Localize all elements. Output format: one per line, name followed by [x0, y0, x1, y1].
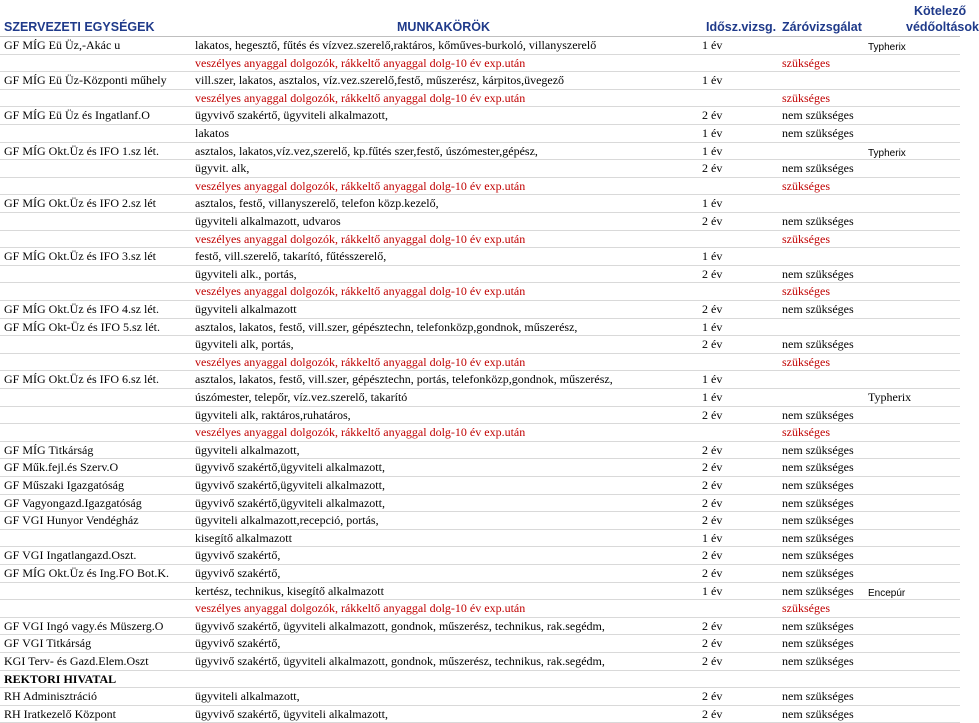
cell-period: 1 év [702, 196, 723, 211]
table-row [0, 688, 960, 706]
cell-job: asztalos, lakatos,víz.vez,szerelő, kp.fűtés szer,festő, úszómester,gépész, [195, 143, 538, 158]
table-body [0, 36, 960, 721]
cell-period: 2 év [702, 618, 723, 633]
table-row [0, 530, 960, 548]
cell-exam: nem szükséges [782, 495, 854, 510]
cell-period: 2 év [702, 442, 723, 457]
table-row [0, 600, 960, 618]
cell-exam: nem szükséges [782, 478, 854, 492]
cell-job: vill.szer, lakatos, asztalos, víz.vez.szerelő,festő, műszerész, kárpitos,üvegező [195, 73, 565, 88]
cell-job: asztalos, festő, villanyszerelő, telefon közp.kezelő, [195, 196, 439, 211]
cell-unit: GF VGI Titkárság [4, 636, 92, 651]
cell-exam: nem szükséges [782, 460, 854, 475]
table-row [0, 336, 960, 354]
cell-exam: nem szükséges [782, 407, 854, 422]
table-row [0, 301, 960, 319]
cell-unit: GF VGI Ingatlangazd.Oszt. [4, 548, 137, 563]
table-row [0, 319, 960, 337]
cell-period: 1 év [702, 583, 723, 598]
cell-job: ügyvivő szakértő, [195, 566, 281, 580]
cell-vaccine: Typherix [868, 42, 906, 53]
cell-job: ügyviteli alk, portás, [195, 337, 294, 352]
cell-unit: GF MÍG Okt.Üz és IFO 2.sz lét [4, 196, 156, 211]
table-row [0, 266, 960, 284]
table-row [0, 565, 960, 583]
cell-job: veszélyes anyaggal dolgozók, rákkeltő anyaggal dolg-10 év exp.után [195, 90, 526, 105]
cell-job: asztalos, lakatos, festő, vill.szer, gépésztechn, telefonközp,gondnok, műszerész, [195, 319, 578, 334]
table-row [0, 248, 960, 266]
cell-job: lakatos, hegesztő, fűtés és vízvez.szerelő,raktáros, kőműves-burkoló, villanyszerelő [195, 38, 597, 52]
cell-period: 2 év [702, 566, 723, 580]
table-row [0, 671, 960, 689]
cell-job: veszélyes anyaggal dolgozók, rákkeltő anyaggal dolg-10 év exp.után [195, 55, 526, 70]
cell-exam: nem szükséges [782, 530, 854, 545]
cell-period: 2 év [702, 495, 723, 510]
cell-job: veszélyes anyaggal dolgozók, rákkeltő anyaggal dolg-10 év exp.után [195, 284, 526, 299]
cell-vaccine: Encepúr [868, 587, 906, 599]
table-row [0, 635, 960, 653]
cell-exam: nem szükséges [782, 161, 854, 176]
cell-job: úszómester, telepőr, víz.vez.szerelő, takarító [195, 390, 408, 404]
cell-period: 2 év [702, 636, 723, 651]
cell-period: 2 év [702, 302, 723, 316]
cell-unit: GF MÍG Okt.Üz és IFO 3.sz lét [4, 249, 156, 264]
table-row [0, 72, 960, 90]
table-row [0, 107, 960, 125]
table-row [0, 178, 960, 196]
cell-exam: nem szükséges [782, 513, 854, 528]
cell-period: 1 év [702, 249, 723, 264]
cell-unit: REKTORI HIVATAL [4, 671, 117, 686]
table-row [0, 125, 960, 143]
cell-period: 2 év [702, 266, 723, 281]
header-job: MUNKAKÖRÖK [397, 20, 491, 34]
cell-job: veszélyes anyaggal dolgozók, rákkeltő anyaggal dolg-10 év exp.után [195, 601, 526, 616]
table-row [0, 143, 960, 161]
cell-exam: nem szükséges [782, 583, 854, 598]
cell-period: 2 év [702, 689, 723, 704]
cell-unit: GF VGI Hunyor Vendégház [4, 513, 139, 528]
cell-exam: nem szükséges [782, 126, 854, 140]
header-vaccine-line1: Kötelező [914, 4, 967, 18]
cell-job: ügyvivő szakértő,ügyviteli alkalmazott, [195, 495, 385, 510]
cell-job: veszélyes anyaggal dolgozók, rákkeltő anyaggal dolg-10 év exp.után [195, 231, 526, 246]
header-period: Idősz.vizsg. [706, 20, 777, 34]
cell-unit: KGI Terv- és Gazd.Elem.Oszt [4, 654, 149, 668]
table-row [0, 213, 960, 231]
cell-vaccine: Typherix [868, 390, 912, 404]
cell-unit: GF VGI Ingó vagy.és Müszerg.O [4, 618, 164, 633]
cell-period: 1 év [702, 390, 723, 404]
table-row [0, 653, 960, 671]
cell-period: 1 év [702, 319, 723, 334]
table-row [0, 37, 960, 55]
cell-unit: GF Műszaki Igazgatóság [4, 478, 124, 492]
cell-exam: nem szükséges [782, 442, 854, 457]
cell-exam: nem szükséges [782, 266, 854, 281]
cell-job: ügyvit. alk, [195, 161, 250, 176]
cell-period: 2 év [702, 478, 723, 492]
cell-unit: GF Műk.fejl.és Szerv.O [4, 460, 119, 475]
cell-unit: GF MÍG Eü Üz és Ingatlanf.O [4, 108, 150, 123]
table-row [0, 512, 960, 530]
cell-period: 1 év [702, 73, 723, 88]
cell-job: kertész, technikus, kisegítő alkalmazott [195, 583, 384, 598]
cell-job: ügyvivő szakértő, ügyviteli alkalmazott, [195, 108, 388, 123]
cell-exam: szükséges [782, 354, 830, 369]
cell-job: ügyviteli alkalmazott, [195, 689, 300, 704]
cell-job: ügyvivő szakértő,ügyviteli alkalmazott, [195, 478, 385, 492]
table-row [0, 55, 960, 73]
cell-period: 2 év [702, 108, 723, 123]
table-header [0, 0, 979, 36]
cell-exam: nem szükséges [782, 566, 854, 580]
cell-unit: GF MÍG Okt-Üz és IFO 5.sz lét. [4, 319, 160, 334]
cell-period: 1 év [702, 38, 723, 52]
cell-exam: szükséges [782, 55, 830, 70]
cell-job: ügyviteli alk, raktáros,ruhatáros, [195, 407, 351, 422]
cell-exam: nem szükséges [782, 108, 854, 123]
cell-job: ügyvivő szakértő, ügyviteli alkalmazott, [195, 706, 388, 721]
cell-job: ügyviteli alk., portás, [195, 266, 297, 281]
cell-job: ügyvivő szakértő, ügyviteli alkalmazott, gondnok, műszerész, technikus, rak.segédm, [195, 618, 605, 633]
cell-exam: nem szükséges [782, 302, 854, 316]
cell-period: 2 év [702, 460, 723, 475]
table-row [0, 459, 960, 477]
cell-exam: szükséges [782, 284, 830, 299]
table-row [0, 195, 960, 213]
cell-job: lakatos [195, 126, 229, 140]
cell-job: ügyvivő szakértő, ügyviteli alkalmazott, gondnok, műszerész, technikus, rak.segédm, [195, 654, 605, 668]
cell-exam: nem szükséges [782, 548, 854, 563]
cell-job: ügyvivő szakértő, [195, 548, 281, 563]
table-row [0, 442, 960, 460]
cell-job: ügyviteli alkalmazott, udvaros [195, 214, 341, 228]
cell-job: ügyvivő szakértő, [195, 636, 281, 651]
cell-job: asztalos, lakatos, festő, vill.szer, gépésztechn, portás, telefonközp,gondnok, műszerész, [195, 372, 613, 387]
cell-unit: GF MÍG Eü Üz,-Akác u [4, 38, 121, 52]
cell-exam: nem szükséges [782, 214, 854, 228]
cell-period: 2 év [702, 337, 723, 352]
cell-period: 2 év [702, 654, 723, 668]
cell-unit: GF MÍG Okt.Üz és Ing.FO Bot.K. [4, 566, 169, 580]
cell-exam: nem szükséges [782, 618, 854, 633]
cell-exam: nem szükséges [782, 706, 854, 721]
cell-job: ügyviteli alkalmazott,recepció, portás, [195, 513, 379, 528]
table-row [0, 407, 960, 425]
cell-job: veszélyes anyaggal dolgozók, rákkeltő anyaggal dolg-10 év exp.után [195, 178, 526, 193]
cell-job: kisegítő alkalmazott [195, 530, 292, 545]
cell-unit: GF MÍG Eü Üz-Központi műhely [4, 73, 167, 88]
cell-unit: GF MÍG Okt.Üz és IFO 6.sz lét. [4, 372, 159, 387]
cell-exam: szükséges [782, 601, 830, 616]
cell-period: 2 év [702, 214, 723, 228]
cell-period: 2 év [702, 161, 723, 176]
cell-exam: nem szükséges [782, 636, 854, 651]
table-row [0, 583, 960, 601]
cell-exam: szükséges [782, 178, 830, 193]
cell-unit: RH Adminisztráció [4, 689, 97, 704]
table-row [0, 618, 960, 636]
cell-exam: nem szükséges [782, 689, 854, 704]
cell-job: festő, vill.szerelő, takarító, fűtésszerelő, [195, 249, 387, 264]
table-row [0, 706, 960, 723]
cell-job: ügyviteli alkalmazott [195, 302, 297, 316]
table-row [0, 371, 960, 389]
cell-exam: szükséges [782, 90, 830, 105]
cell-exam: nem szükséges [782, 654, 854, 668]
cell-exam: szükséges [782, 425, 830, 440]
table-row [0, 283, 960, 301]
cell-period: 2 év [702, 548, 723, 563]
table-row [0, 354, 960, 372]
table-row [0, 424, 960, 442]
cell-period: 1 év [702, 372, 723, 387]
cell-period: 2 év [702, 407, 723, 422]
table-row [0, 547, 960, 565]
header-exam: Záróvizsgálat [782, 20, 862, 34]
table-row [0, 160, 960, 178]
cell-vaccine: Typherix [868, 147, 906, 159]
cell-period: 1 év [702, 143, 723, 158]
table-row [0, 90, 960, 108]
table-row [0, 477, 960, 495]
cell-exam: nem szükséges [782, 337, 854, 352]
header-unit: SZERVEZETI EGYSÉGEK [4, 20, 155, 34]
cell-period: 1 év [702, 530, 723, 545]
cell-unit: GF Vagyongazd.Igazgatóság [4, 495, 142, 510]
cell-unit: GF MÍG Okt.Üz és IFO 4.sz lét. [4, 302, 159, 316]
table-row [0, 231, 960, 249]
cell-unit: GF MÍG Okt.Üz és IFO 1.sz lét. [4, 143, 159, 158]
cell-exam: szükséges [782, 231, 830, 246]
table-row [0, 389, 960, 407]
cell-job: ügyvivő szakértő,ügyviteli alkalmazott, [195, 460, 385, 475]
cell-unit: RH Iratkezelő Központ [4, 706, 116, 721]
cell-period: 1 év [702, 126, 723, 140]
table-row [0, 495, 960, 513]
cell-job: veszélyes anyaggal dolgozók, rákkeltő anyaggal dolg-10 év exp.után [195, 425, 526, 440]
cell-job: veszélyes anyaggal dolgozók, rákkeltő anyaggal dolg-10 év exp.után [195, 354, 526, 369]
header-vaccine-line2: védőoltások [906, 20, 979, 34]
cell-job: ügyviteli alkalmazott, [195, 442, 300, 457]
cell-unit: GF MÍG Titkárság [4, 442, 94, 457]
cell-period: 2 év [702, 513, 723, 528]
cell-period: 2 év [702, 706, 723, 721]
